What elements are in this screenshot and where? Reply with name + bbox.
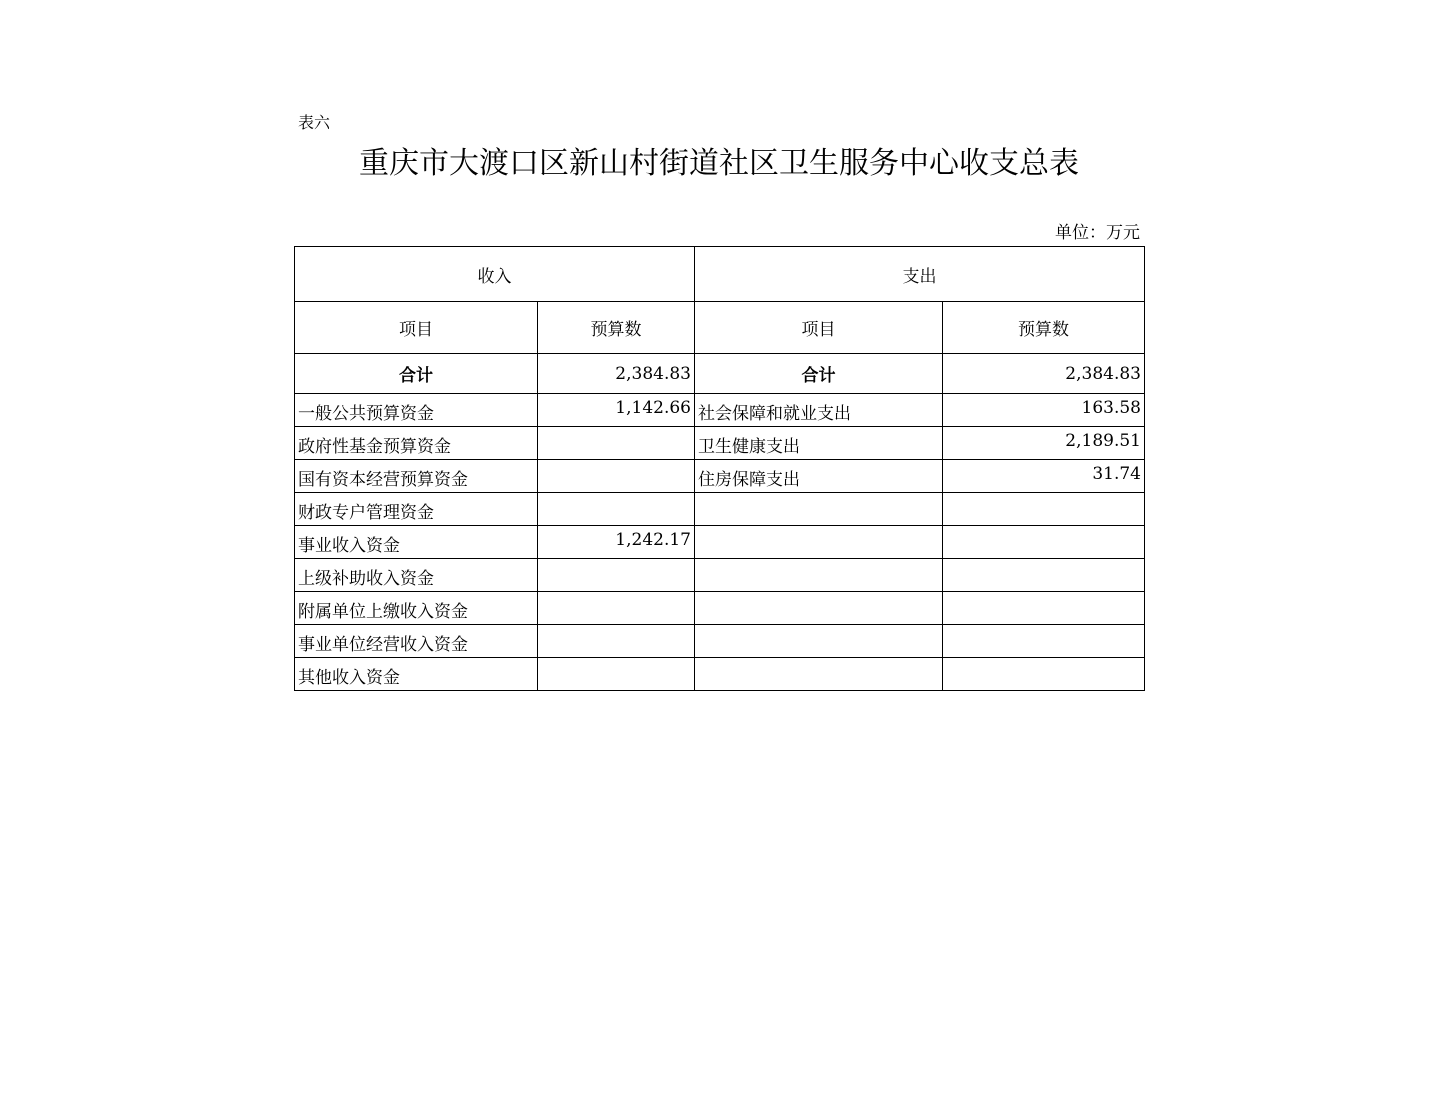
income-item-cell: 政府性基金预算资金 — [295, 427, 538, 460]
expense-value-cell — [943, 559, 1145, 592]
table-row — [295, 658, 1145, 691]
expense-value-cell — [943, 493, 1145, 526]
income-section-header: 收入 — [295, 247, 695, 302]
income-item-cell: 财政专户管理资金 — [295, 493, 538, 526]
income-value-cell: 1,142.66 — [538, 394, 695, 427]
income-item-header: 项目 — [295, 302, 538, 354]
income-item-cell: 其他收入资金 — [295, 658, 538, 691]
income-value-cell — [538, 427, 695, 460]
table-row — [295, 526, 1145, 559]
income-value-cell: 1,242.17 — [538, 526, 695, 559]
expense-item-cell: 社会保障和就业支出 — [695, 394, 943, 427]
expense-item-cell — [695, 658, 943, 691]
expense-value-cell: 163.58 — [943, 394, 1145, 427]
income-item-cell: 附属单位上缴收入资金 — [295, 592, 538, 625]
table-row — [295, 592, 1145, 625]
income-item-cell: 上级补助收入资金 — [295, 559, 538, 592]
table-row — [295, 460, 1145, 493]
income-value-cell — [538, 658, 695, 691]
expense-item-header: 项目 — [695, 302, 943, 354]
expense-total-label: 合计 — [695, 354, 943, 394]
income-total-label: 合计 — [295, 354, 538, 394]
expense-section-header: 支出 — [695, 247, 1145, 302]
expense-item-cell — [695, 559, 943, 592]
expense-budget-header: 预算数 — [943, 302, 1145, 354]
expense-value-cell: 2,189.51 — [943, 427, 1145, 460]
section-header-row — [295, 247, 1145, 302]
income-value-cell — [538, 493, 695, 526]
table-row — [295, 493, 1145, 526]
income-item-cell: 一般公共预算资金 — [295, 394, 538, 427]
page-title: 重庆市大渡口区新山村街道社区卫生服务中心收支总表 — [359, 146, 1079, 181]
income-value-cell — [538, 460, 695, 493]
income-expense-summary-table — [294, 246, 1145, 691]
total-row — [295, 354, 1145, 394]
expense-item-cell — [695, 625, 943, 658]
income-budget-header: 预算数 — [538, 302, 695, 354]
income-value-cell — [538, 559, 695, 592]
expense-item-cell: 卫生健康支出 — [695, 427, 943, 460]
table-row — [295, 394, 1145, 427]
expense-total-value: 2,384.83 — [943, 354, 1145, 394]
table-row — [295, 559, 1145, 592]
table-row — [295, 427, 1145, 460]
table-row — [295, 625, 1145, 658]
income-value-cell — [538, 592, 695, 625]
expense-value-cell — [943, 526, 1145, 559]
income-value-cell — [538, 625, 695, 658]
income-item-cell: 国有资本经营预算资金 — [295, 460, 538, 493]
income-item-cell: 事业单位经营收入资金 — [295, 625, 538, 658]
expense-value-cell — [943, 658, 1145, 691]
expense-item-cell — [695, 526, 943, 559]
expense-value-cell — [943, 625, 1145, 658]
expense-item-cell — [695, 592, 943, 625]
unit-label: 单位：万元 — [1055, 223, 1140, 243]
expense-item-cell: 住房保障支出 — [695, 460, 943, 493]
income-item-cell: 事业收入资金 — [295, 526, 538, 559]
table-number: 表六 — [298, 113, 331, 132]
expense-item-cell — [695, 493, 943, 526]
expense-value-cell — [943, 592, 1145, 625]
column-header-row — [295, 302, 1145, 354]
income-total-value: 2,384.83 — [538, 354, 695, 394]
expense-value-cell: 31.74 — [943, 460, 1145, 493]
